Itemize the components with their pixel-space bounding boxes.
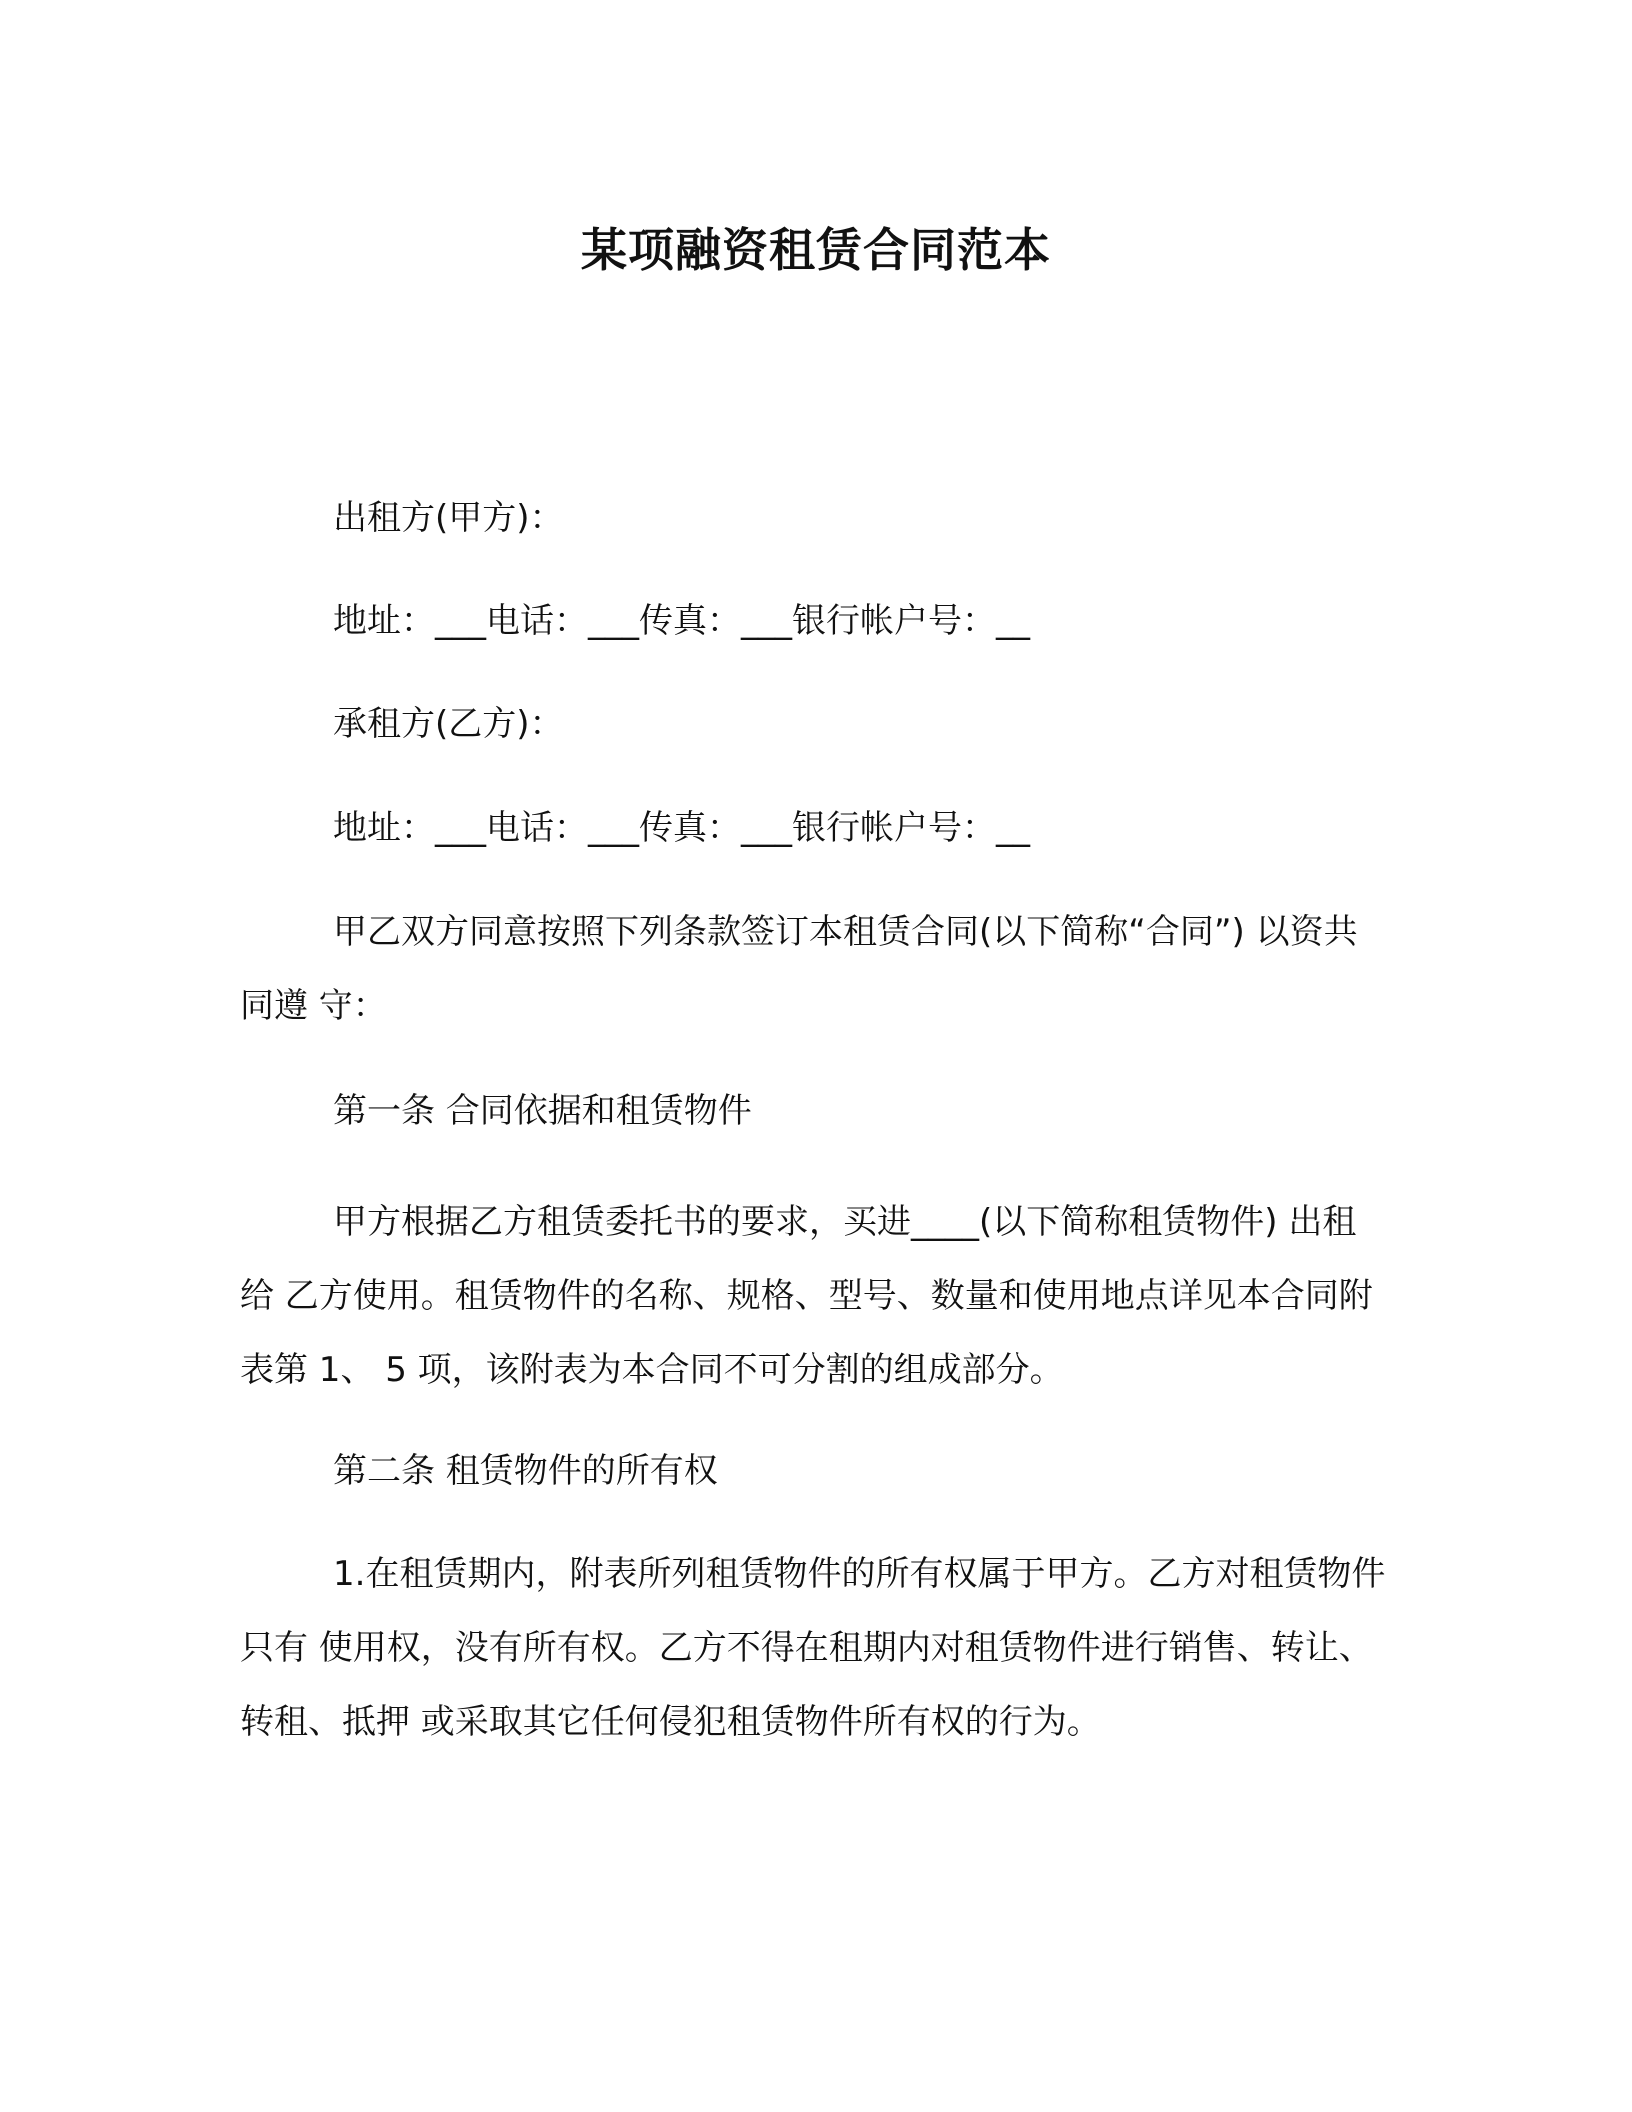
article-2-body: 1.在租赁期内，附表所列租赁物件的所有权属于甲方。乙方对租赁物件只有 使用权，没有所有权。乙方不得在租期内对租赁物件进行销售、转让、转租、抵押 或采取其它任何侵犯租赁物件所有权的行为。 bbox=[240, 1554, 1386, 1742]
lessor-contact-line: 地址：___电话：___传真：___银行帐户号：__ bbox=[333, 601, 1030, 641]
lessee-label: 承租方(乙方)： bbox=[333, 704, 564, 744]
article-1-heading: 第一条 合同依据和租赁物件 bbox=[333, 1091, 752, 1131]
intro-paragraph: 甲乙双方同意按照下列条款签订本租赁合同(以下简称“合同”) 以资共同遵 守： bbox=[240, 912, 1358, 1026]
document-title: 某项融资租赁合同范本 bbox=[581, 223, 1051, 277]
article-1-body: 甲方根据乙方租赁委托书的要求，买进____(以下简称租赁物件) 出租给 乙方使用。租赁物件的名称、规格、型号、数量和使用地点详见本合同附表第 1、 5 项，该附表为本合同不可分割的组成部分。 bbox=[240, 1202, 1373, 1390]
lessor-label: 出租方(甲方)： bbox=[333, 498, 564, 538]
lessee-contact-line: 地址：___电话：___传真：___银行帐户号：__ bbox=[333, 808, 1030, 848]
article-2-heading: 第二条 租赁物件的所有权 bbox=[333, 1451, 718, 1491]
